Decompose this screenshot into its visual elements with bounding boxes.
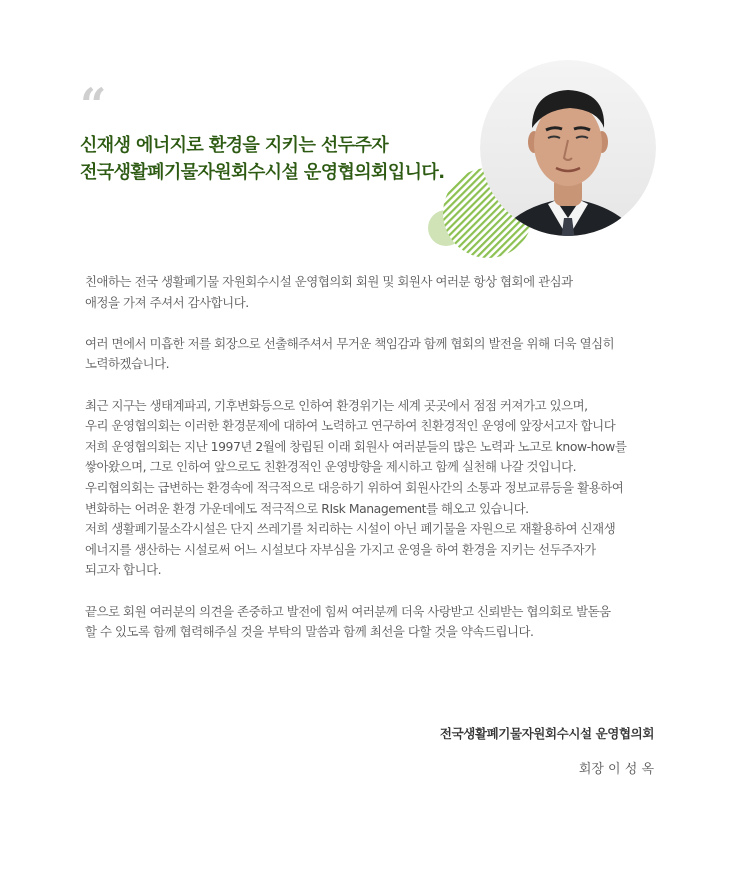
text-line: 저희 생활폐기물소각시설은 단지 쓰레기를 처리하는 시설이 아닌 폐기물을 자원으로 재활용하여 신재생 [85,521,616,537]
text-line: 쌓아왔으며, 그로 인하여 앞으로도 친환경적인 운영방향을 제시하고 함께 실천해 나갈 것입니다. [85,459,577,475]
headline-line-2: 전국생활폐기물자원회수시설 운영협의회입니다. [80,162,445,183]
paragraph-3 [85,396,660,581]
text-line: 애정을 가져 주셔서 감사합니다. [85,294,249,310]
paragraph-2 [85,334,660,375]
text-line: 여러 면에서 미흡한 저를 회장으로 선출해주셔서 무거운 책임감과 함께 협회의 발전을 위해 더욱 열심히 [85,335,615,351]
text-line: 노력하겠습니다. [85,356,170,372]
text-line: 우리협의회는 급변하는 환경속에 적극적으로 대응하기 위하여 회원사간의 소통과 정보교류등을 활용하여 [85,479,624,495]
text-line: 에너지를 생산하는 시설로써 어느 시설보다 자부심을 가지고 운영을 하여 환경을 지키는 선두주자가 [85,541,596,557]
paragraph-1 [85,272,660,313]
text-line: 할 수 있도록 함께 협력해주실 것을 부탁의 말씀과 함께 최선을 다할 것을 약속드립니다. [85,624,534,640]
signature-name: 회장 이 성 옥 [578,762,654,777]
text-line: 최근 지구는 생태계파괴, 기후변화등으로 인하여 환경위기는 세계 곳곳에서 점점 커져가고 있으며, [85,397,588,413]
headline-line-1: 신재생 에너지로 환경을 지키는 선두주자 [80,135,389,156]
text-line: 친애하는 전국 생활폐기물 자원회수시설 운영협의회 회원 및 회원사 여러분 항상 협회에 관심과 [85,274,573,289]
text-line: 변화하는 어려운 환경 가운데에도 적극적으로 RIsk Management를 해오고 있습니다. [85,500,529,516]
greeting-body [85,272,660,663]
text-line: 저희 운영협의회는 지난 1997년 2월에 창립된 이래 회원사 여러분들의 많은 노력과 노고로 know-how를 [85,438,627,454]
text-line: 되고자 합니다. [85,562,162,578]
text-line: 끝으로 회원 여러분의 의견을 존중하고 발전에 힘써 여러분께 더욱 사랑받고 신뢰받는 협의회로 발돋움 [85,603,611,619]
quote-mark-icon: “ [80,78,107,132]
paragraph-4 [85,602,660,643]
signature-organization: 전국생활폐기물자원회수시설 운영협의회 [439,726,654,741]
portrait-decoration [420,58,670,298]
text-line: 우리 운영협의회는 이러한 환경문제에 대하여 노력하고 연구하여 친환경적인 운영에 앞장서고자 합니다 [85,418,616,434]
